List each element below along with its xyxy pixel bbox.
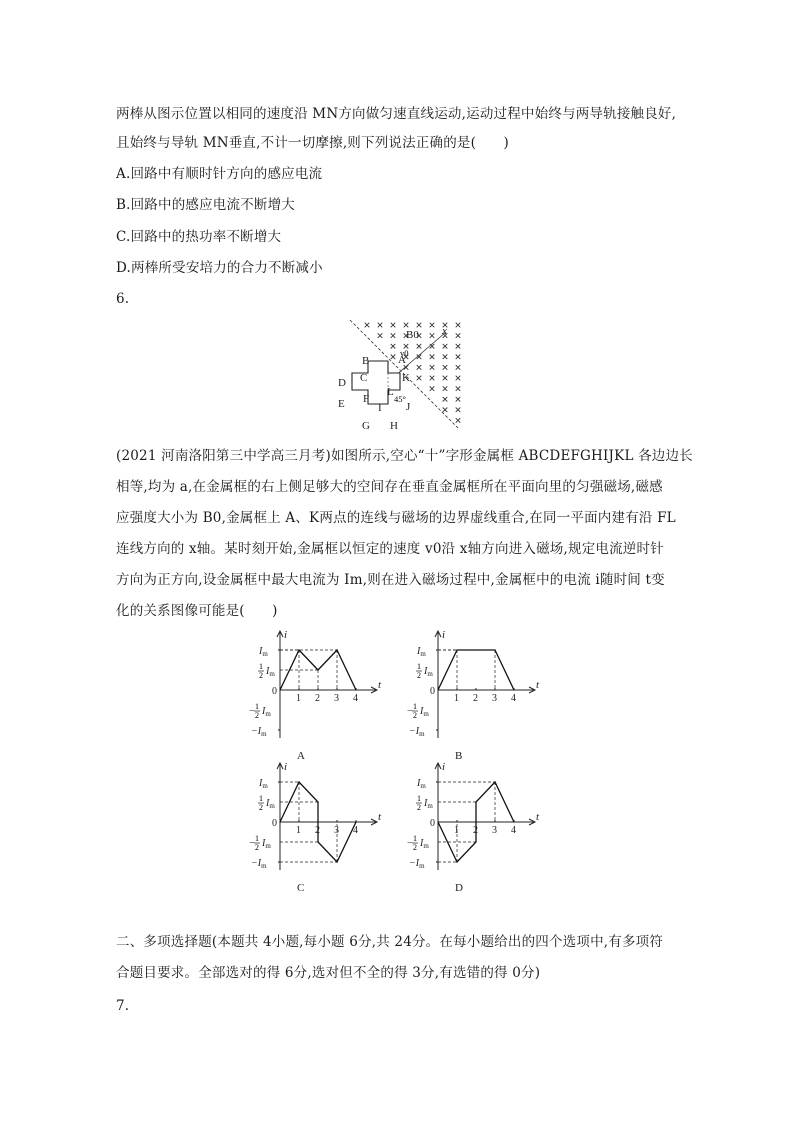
y-tick-label: 0: [430, 686, 435, 697]
y-tick-den: 2: [413, 711, 417, 720]
y-tick-label: $I_m$: [417, 778, 426, 790]
curve-point: [336, 649, 337, 650]
x-tick-label: 4: [353, 693, 358, 704]
label-i: I: [378, 402, 382, 414]
field-x-mark: [391, 323, 396, 328]
label-b: B: [362, 355, 370, 367]
x-axis-label: t: [536, 679, 540, 691]
field-x-mark: [404, 323, 409, 328]
y-tick-den: 2: [255, 843, 259, 852]
x-tick-label: 1: [454, 693, 459, 704]
y-tick-den: 2: [417, 803, 421, 812]
field-x-mark: [456, 344, 461, 349]
curve-point: [475, 841, 476, 842]
label-j: J: [406, 401, 411, 413]
field-x-mark: [391, 355, 396, 360]
section2-heading-line-2: 合题目要求。全部选对的得 6分,选对但不全的得 3分,有选错的得 0分): [116, 965, 541, 981]
y-tick-label: 0: [272, 818, 277, 829]
current-curve: [438, 650, 514, 690]
label-l: L: [387, 386, 394, 398]
x-tick-label: 3: [334, 825, 339, 836]
label-d: D: [338, 377, 346, 389]
label-angle: 45°: [394, 394, 406, 404]
field-x-mark: [443, 408, 448, 413]
field-x-mark: [417, 344, 422, 349]
field-x-mark: [417, 376, 422, 381]
y-tick-label: $I_m$: [259, 646, 268, 658]
field-x-mark: [456, 365, 461, 370]
curve-point: [513, 689, 514, 690]
x-tick-label: 1: [296, 693, 301, 704]
field-x-mark: [443, 397, 448, 402]
curve-point: [513, 821, 514, 822]
y-tick-num: 1: [417, 662, 421, 671]
y-tick-den: 2: [259, 803, 263, 812]
y-tick-den: 2: [417, 671, 421, 680]
graph-caption: A: [297, 750, 305, 762]
q5-stem-line-1: 两棒从图示位置以相同的速度沿 MN方向做匀速直线运动,运动过程中始终与两导轨接触良好,: [116, 106, 677, 122]
x-tick-label: 1: [454, 825, 459, 836]
q6-stem-line-5: 方向为正方向,设金属框中最大电流为 Im,则在进入磁场过程中,金属框中的电流 i随时间 t变: [116, 572, 665, 588]
curve-point: [355, 689, 356, 690]
y-tick-label: $-I_m$: [409, 858, 425, 870]
y-tick-label: $I_m$: [417, 646, 426, 658]
q6-stem-line-1: (2021 河南洛阳第三中学高三月考)如图所示,空心“十”字形金属框 ABCDEFGHIJKL 各边边长: [116, 448, 693, 464]
y-axis-label: i: [442, 761, 446, 773]
y-tick-den: 2: [259, 671, 263, 680]
y-tick-num: 1: [413, 834, 417, 843]
curve-point: [456, 649, 457, 650]
curve-point: [456, 861, 457, 862]
x-tick-label: 2: [315, 825, 320, 836]
x-axis-label: t: [378, 679, 382, 691]
x-tick-label: 3: [492, 693, 497, 704]
graph-caption: B: [455, 750, 463, 762]
x-axis-label: t: [378, 811, 382, 823]
curve-point: [279, 689, 280, 690]
curve-point: [494, 649, 495, 650]
curve-point: [298, 649, 299, 650]
field-x-mark: [365, 323, 370, 328]
curve-point: [298, 781, 299, 782]
label-g: G: [362, 420, 370, 432]
field-x-mark: [430, 365, 435, 370]
field-x-mark: [443, 386, 448, 391]
field-x-mark: [456, 408, 461, 413]
y-tick-label: $-I_m$: [251, 858, 267, 870]
y-tick-label: $-I_m$: [251, 726, 267, 738]
field-x-mark: [391, 333, 396, 338]
y-tick-sign: −: [249, 838, 255, 849]
curve-point: [317, 669, 318, 670]
q6-stem-line-4: 连线方向的 x轴。某时刻开始,金属框以恒定的速度 v0沿 x轴方向进入磁场,规定电流逆时针: [116, 541, 664, 557]
field-x-mark: [456, 397, 461, 402]
field-x-mark: [417, 365, 422, 370]
field-x-mark: [456, 386, 461, 391]
q5-option-b: B.回路中的感应电流不断增大: [116, 197, 296, 213]
q5-option-c: C.回路中的热功率不断增大: [116, 229, 282, 245]
field-x-mark: [456, 323, 461, 328]
graph-caption: C: [297, 882, 305, 894]
section2-heading-line-1: 二、多项选择题(本题共 4小题,每小题 6分,共 24分。在每小题给出的四个选项中,有多项符: [116, 934, 664, 950]
y-tick-num: 1: [255, 702, 259, 711]
y-tick-num: 1: [417, 794, 421, 803]
field-x-mark: [443, 355, 448, 360]
label-a: A: [398, 354, 406, 366]
x-tick-label: 2: [473, 693, 478, 704]
curve-point: [475, 801, 476, 802]
y-tick-label: 0: [272, 686, 277, 697]
y-tick-label: $-I_m$: [409, 726, 425, 738]
field-x-mark: [378, 323, 383, 328]
graph-b: [408, 628, 548, 764]
q6-number: 6.: [116, 291, 130, 307]
x-tick-label: 2: [315, 693, 320, 704]
q5-option-a: A.回路中有顺时针方向的感应电流: [116, 166, 323, 182]
q7-number: 7.: [116, 998, 130, 1014]
y-tick-sign: −: [407, 706, 413, 717]
label-x: x: [442, 325, 447, 337]
graph-caption: D: [455, 882, 463, 894]
x-tick-label: 2: [473, 825, 478, 836]
field-x-mark: [378, 333, 383, 338]
x-tick-label: 4: [353, 825, 358, 836]
field-x-mark: [430, 376, 435, 381]
field-x-mark: [430, 333, 435, 338]
label-e: E: [338, 398, 345, 410]
x-tick-label: 4: [511, 693, 516, 704]
y-tick-label: $I_m$: [266, 798, 275, 810]
y-tick-num: 1: [413, 702, 417, 711]
label-h: H: [390, 420, 398, 432]
field-x-mark: [443, 365, 448, 370]
curve-point: [494, 781, 495, 782]
x-axis-label: t: [536, 811, 540, 823]
y-tick-sign: −: [407, 838, 413, 849]
field-x-mark: [456, 376, 461, 381]
label-k: K: [402, 372, 410, 384]
curve-point: [317, 801, 318, 802]
y-tick-label: $I_m$: [262, 706, 271, 718]
y-tick-label: 0: [430, 818, 435, 829]
curve-point: [317, 841, 318, 842]
field-x-mark: [430, 323, 435, 328]
y-tick-label: $I_m$: [424, 798, 433, 810]
y-tick-label: $I_m$: [420, 838, 429, 850]
curve-point: [437, 689, 438, 690]
x-tick-label: 4: [511, 825, 516, 836]
x-tick-label: 1: [296, 825, 301, 836]
curve-point: [279, 821, 280, 822]
field-x-mark: [430, 355, 435, 360]
curve-point: [437, 821, 438, 822]
y-tick-num: 1: [259, 662, 263, 671]
label-v0: v0: [400, 348, 409, 358]
y-axis-label: i: [284, 629, 288, 641]
q6-stem-line-6: 化的关系图像可能是( ): [116, 603, 278, 619]
y-tick-den: 2: [255, 711, 259, 720]
label-f: F: [363, 393, 370, 405]
field-x-mark: [456, 418, 461, 423]
field-x-mark: [417, 323, 422, 328]
y-tick-label: $I_m$: [262, 838, 271, 850]
field-x-mark: [456, 333, 461, 338]
field-x-mark: [443, 344, 448, 349]
q6-stem-line-2: 相等,均为 a,在金属框的右上侧足够大的空间存在垂直金属框所在平面向里的匀强磁场,磁感: [116, 479, 663, 495]
field-x-mark: [391, 344, 396, 349]
x-tick-label: 3: [334, 693, 339, 704]
y-tick-label: $I_m$: [266, 666, 275, 678]
curve-point: [355, 821, 356, 822]
y-tick-den: 2: [413, 843, 417, 852]
y-tick-label: $I_m$: [259, 778, 268, 790]
y-tick-num: 1: [259, 794, 263, 803]
graph-d: [408, 760, 548, 896]
field-x-mark: [430, 386, 435, 391]
field-x-mark: [456, 355, 461, 360]
graph-a: [250, 628, 390, 764]
q5-option-d: D.两棒所受安培力的合力不断减小: [116, 260, 323, 276]
graph-c: [250, 760, 390, 896]
y-axis-label: i: [442, 629, 446, 641]
y-tick-sign: −: [249, 706, 255, 717]
q5-stem-line-2: 且始终与导轨 MN垂直,不计一切摩擦,则下列说法正确的是( ): [116, 135, 509, 151]
y-tick-label: $I_m$: [424, 666, 433, 678]
y-tick-num: 1: [255, 834, 259, 843]
y-axis-label: i: [284, 761, 288, 773]
y-tick-label: $I_m$: [420, 706, 429, 718]
q6-stem-line-3: 应强度大小为 B0,金属框上 A、K两点的连线与磁场的边界虚线重合,在同一平面内建有沿 FL: [116, 510, 676, 526]
field-x-mark: [443, 376, 448, 381]
x-tick-label: 3: [492, 825, 497, 836]
q6-figure: [330, 316, 470, 434]
label-c: C: [360, 372, 368, 384]
label-b0: B0: [406, 329, 419, 341]
curve-point: [336, 861, 337, 862]
